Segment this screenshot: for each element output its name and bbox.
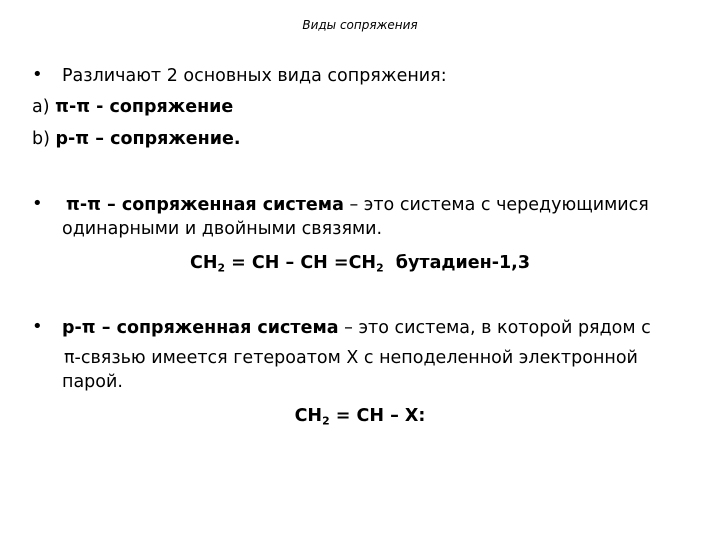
formula-butadiene bbox=[0, 251, 720, 275]
list-item-a-marker: a) bbox=[32, 97, 50, 117]
bullet2-desc-line1: – это система с чередующимися bbox=[343, 195, 649, 215]
bullet2-term: π-π – сопряженная система bbox=[66, 195, 344, 215]
list-item-b bbox=[32, 127, 241, 151]
formula-compound-name: бутадиен-1,3 bbox=[395, 253, 530, 273]
list-item-a bbox=[32, 95, 233, 119]
list-item-b-text: p-π – сопряжение. bbox=[55, 129, 241, 149]
formula-subscript: 2 bbox=[322, 414, 330, 428]
formula-subscript: 2 bbox=[376, 261, 384, 275]
bullet2-desc-line2: одинарными и двойными связями. bbox=[62, 219, 383, 239]
bullet2-line1 bbox=[66, 193, 649, 217]
bullet3-term: p-π – сопряженная система bbox=[62, 318, 339, 338]
formula-part: = CH – X: bbox=[329, 406, 426, 426]
list-item-b-marker: b) bbox=[32, 129, 50, 149]
bullet-marker: • bbox=[32, 316, 43, 337]
formula-part: = CH – CH =CH bbox=[225, 253, 377, 273]
formula-part: CH bbox=[190, 253, 218, 273]
bullet1-text: Различают 2 основных вида сопряжения: bbox=[62, 66, 447, 86]
formula-subscript: 2 bbox=[217, 261, 226, 275]
bullet3-line1 bbox=[62, 316, 651, 340]
bullet3-desc-line2: π-связью имеется гетероатом X с неподеленной электронной bbox=[64, 348, 638, 368]
list-item-a-text: π-π - сопряжение bbox=[55, 97, 234, 117]
formula-heteroatom bbox=[0, 404, 720, 428]
bullet3-desc-line1: – это система, в которой рядом с bbox=[338, 318, 651, 338]
slide-title: Виды сопряжения bbox=[302, 18, 418, 32]
bullet-marker: • bbox=[32, 64, 43, 85]
bullet-marker: • bbox=[32, 193, 43, 214]
bullet3-desc-line3: парой. bbox=[62, 372, 123, 392]
formula-part: CH bbox=[294, 406, 323, 426]
